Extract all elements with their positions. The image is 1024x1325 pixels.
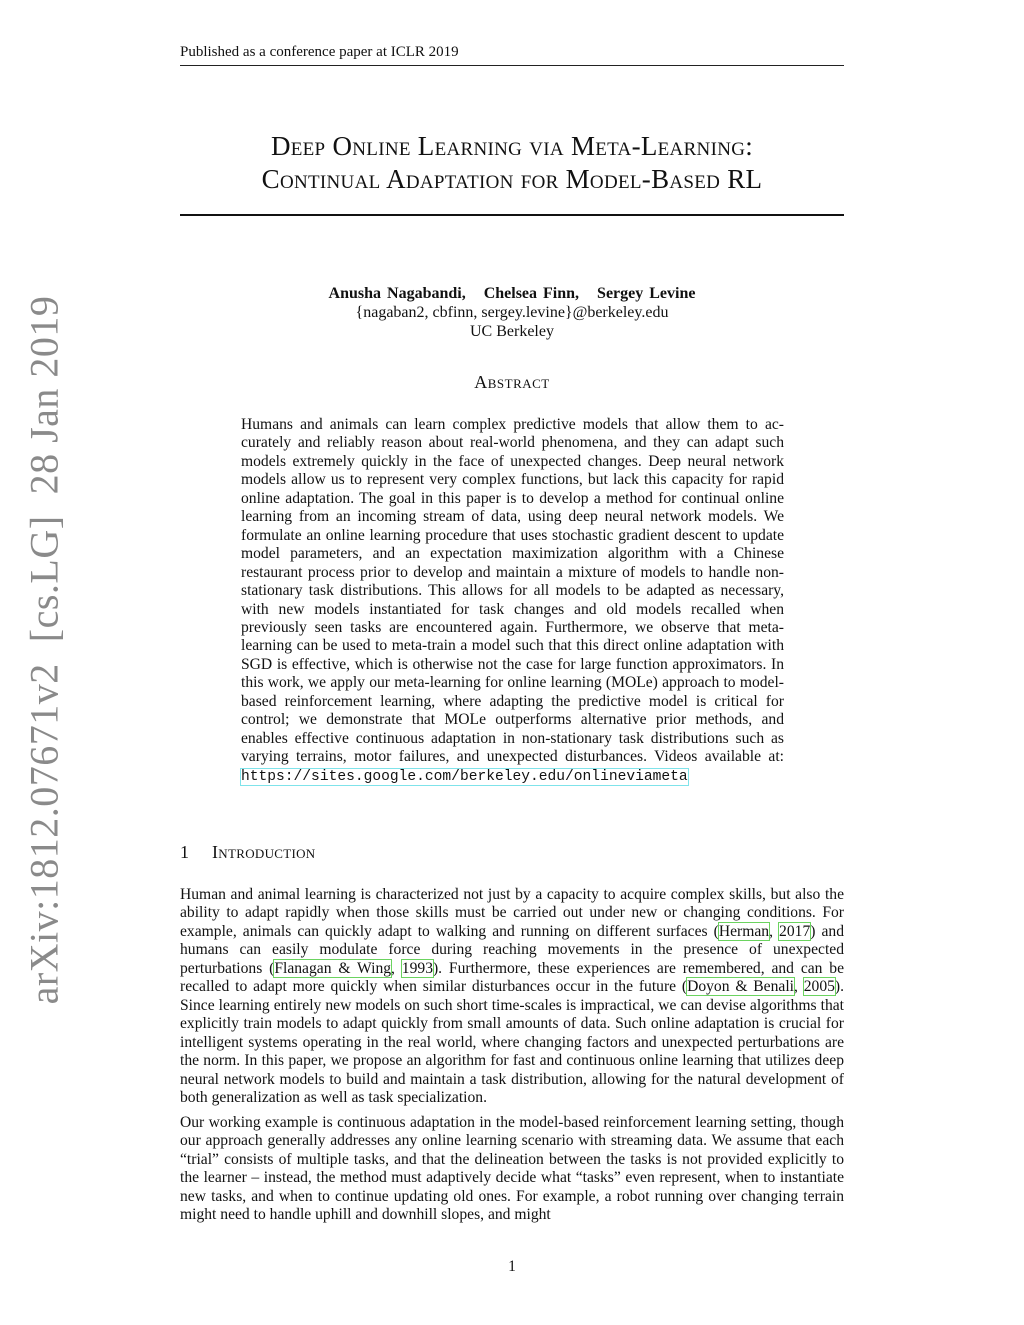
citation-link[interactable]: Flanagan & Wing <box>274 959 392 977</box>
author-block <box>180 284 844 341</box>
abstract-text: Humans and animals can learn complex predictive models that allow them to accurately and reliably reason about real-world phenomena, and they can adapt such models extremely quickly in the face of unexpected changes. Deep neural network models allow us to represent very complex functions, but lack this capacity for rapid online adaptation. The goal in this paper is to develop a method for continual online learning from an incoming stream of data, using deep neural network models. We formulate an online learning procedure that uses stochastic gradient descent to update model parameters, and an expectation maximization algorithm with a Chinese restaurant process prior to develop and maintain a mixture of models to handle non-stationary task distributions. This allows for all models to be adapted as necessary, with new models instantiated for task changes and old models recalled when previously seen tasks are encountered again. Furthermore, we observe that meta-learning can be used to meta-train a model such that this direct online adaptation with SGD is effective, which is otherwise not the case for large function approximators. In this work, we apply our meta-learning for online learning (MOLe) approach to model-based reinforcement learning, where adapting the predictive model is critical for control; we demonstrate that MOLe outperforms alternative prior methods, and enables effective continuous adaptation in non-stationary task distributions such as varying terrains, motor failures, and unexpected disturbances. Videos available at: <box>241 416 784 766</box>
title-line-2: Continual Adaptation for Model-Based RL <box>261 164 763 194</box>
video-link[interactable]: https://sites.google.com/berkeley.edu/onlineviameta <box>241 768 688 785</box>
p1-text: , <box>391 959 402 977</box>
author-names: Anusha Nagabandi, Chelsea Finn, Sergey Levine <box>328 285 696 302</box>
citation-link[interactable]: 2005 <box>803 978 835 996</box>
section-heading <box>180 842 844 863</box>
section-number: 1 <box>180 842 189 862</box>
citation-link[interactable]: 2017 <box>779 922 811 940</box>
intro-paragraph-2: Our working example is continuous adaptation in the model-based reinforcement learning setting, though our approach generally addresses any online learning scenario with streaming data. We assume that each “trial” consists of multiple tasks, and that the delineation between the tasks is not provided explicitly to the learner – instead, the method must adaptively decide what “tasks” even represent, when to instantiate new tasks, and when to continue updating old ones. For example, a robot running over changing terrain might need to handle uphill and downhill slopes, and might <box>180 1114 844 1224</box>
title-divider <box>180 214 844 216</box>
running-header: Published as a conference paper at ICLR 2019 <box>180 44 844 66</box>
p1-text: , <box>769 922 780 940</box>
p1-text: , <box>794 978 804 996</box>
arxiv-stamp: arXiv:1812.07671v2 [cs.LG] 28 Jan 2019 <box>21 295 67 1005</box>
citation-link[interactable]: Herman <box>718 922 770 940</box>
citation-link[interactable]: 1993 <box>401 959 433 977</box>
paper-title <box>140 130 884 196</box>
p1-text: ). Since learning entirely new models on such short time-scales is impractical, we can devise algorithms that explicitly train models to adapt quickly from small amounts of data. Such online adaptation is crucial for intelligent systems operating in the real world, where changing factors and unexpected perturbations are the norm. In this paper, we propose an algorithm for fast and continuous online learning that utilizes deep neural network models to build and maintain a task distribution, allowing for the natural development of both generalization as well as task specialization. <box>180 978 844 1106</box>
intro-paragraph-1 <box>180 886 844 1107</box>
p1-text: ) and humans can easily modulate force during reaching movements in the presence of unexpected perturbations ( <box>180 922 845 977</box>
p1-text: Human and animal learning is characterized not just by a capacity to acquire complex skills, but also the ability to adapt rapidly when those skills must be carried out under new or changing conditions. For example, animals can quickly adapt to walking and running on different surfaces ( <box>180 886 844 940</box>
abstract-heading: Abstract <box>474 372 550 392</box>
author-affiliation: UC Berkeley <box>470 323 554 340</box>
title-line-1: Deep Online Learning via Meta-Learning: <box>270 131 754 161</box>
p1-text: ). Furthermore, these experiences are remembered, and can be recalled to adapt more quickly when similar disturbances occur in the future ( <box>180 959 845 996</box>
page-number: 1 <box>508 1258 516 1275</box>
author-emails: {nagaban2, cbfinn, sergey.levine}@berkeley.edu <box>355 304 669 321</box>
abstract-body <box>241 416 784 786</box>
citation-link[interactable]: Doyon & Benali <box>687 978 794 996</box>
section-title: Introduction <box>212 842 316 862</box>
